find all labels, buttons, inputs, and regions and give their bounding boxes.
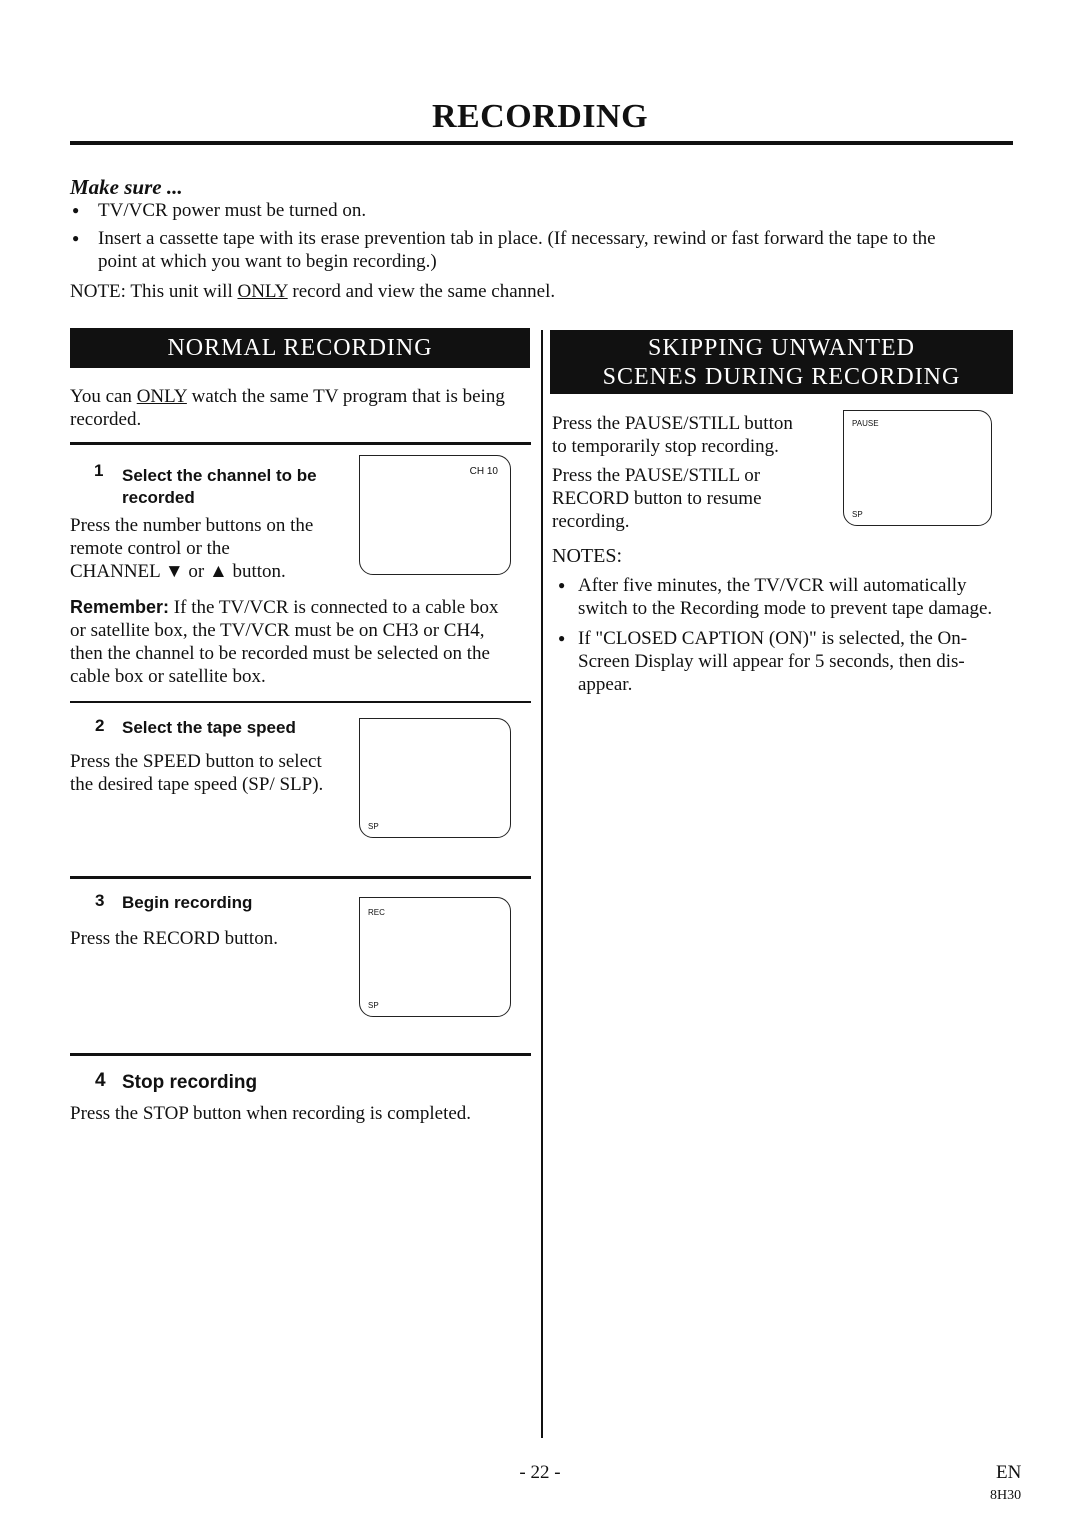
section-rule — [70, 701, 531, 703]
bullet-icon: ● — [558, 631, 566, 645]
osd-speed: SP — [368, 1001, 379, 1010]
step-1-body: remote control or the — [70, 538, 230, 559]
note-text: If "CLOSED CAPTION (ON)" is selected, the On- — [578, 628, 968, 649]
remember-note — [70, 596, 498, 619]
intro-bullet-text-cont: point at which you want to begin recording.) — [98, 251, 437, 272]
step-4-title: Stop recording — [122, 1072, 258, 1093]
intro-suffix: watch the same TV program that is being — [186, 386, 505, 407]
intro-bullet — [72, 227, 1032, 273]
osd-speed: SP — [852, 510, 863, 519]
note-text: switch to the Recording mode to prevent tape damage. — [578, 598, 993, 619]
step-1-body: CHANNEL ▼ or ▲ button. — [70, 561, 286, 582]
step-2-number: 2 — [95, 716, 105, 735]
tv-screen-ch10 — [359, 455, 511, 575]
bullet-icon: ● — [72, 231, 80, 245]
step-3-title: Begin recording — [122, 893, 253, 912]
note-text: appear. — [578, 674, 633, 695]
osd-pause: PAUSE — [852, 419, 879, 428]
step-3-body: Press the RECORD button. — [70, 928, 278, 949]
step-4-number: 4 — [95, 1070, 106, 1091]
intro-bullet — [72, 199, 1012, 222]
notes-heading: NOTES: — [552, 545, 622, 567]
language-code: EN — [996, 1462, 1022, 1483]
remember-line: If the TV/VCR is connected to a cable box — [169, 597, 499, 618]
note-text: After five minutes, the TV/VCR will automatically — [578, 575, 967, 596]
bullet-icon: ● — [72, 203, 80, 217]
page-number: - 22 - — [519, 1462, 561, 1483]
step-1-number: 1 — [94, 461, 104, 480]
osd-channel: CH 10 — [469, 466, 498, 477]
intro-prefix: You can — [70, 386, 137, 407]
note-text: Screen Display will appear for 5 seconds, then dis- — [578, 651, 965, 672]
osd-rec: REC — [368, 908, 385, 917]
model-code: 8H30 — [990, 1488, 1022, 1503]
intro-note-only: ONLY — [237, 281, 288, 302]
note-item — [558, 627, 1018, 696]
make-sure-heading: Make sure ... — [70, 175, 183, 199]
section-rule — [70, 876, 531, 879]
tv-screen-speed — [359, 718, 511, 838]
bullet-icon: ● — [558, 578, 566, 592]
tv-screen-pause — [843, 410, 992, 526]
pause-body: RECORD button to resume — [552, 488, 762, 509]
section-rule — [70, 1053, 531, 1056]
intro-note-suffix: record and view the same channel. — [287, 281, 556, 302]
intro-only: ONLY — [136, 386, 187, 407]
intro-bullet-text: Insert a cassette tape with its erase prevention tab in place. (If necessary, rewind or fast forward the tape to the — [98, 228, 936, 249]
remember-line: cable box or satellite box. — [70, 666, 266, 687]
intro-bullet-text: TV/VCR power must be turned on. — [98, 200, 367, 221]
step-1-title: Select the channel to be — [122, 466, 317, 485]
step-2-title: Select the tape speed — [122, 718, 296, 737]
pause-body: Press the PAUSE/STILL or — [552, 465, 761, 486]
remember-line: then the channel to be recorded must be selected on the — [70, 643, 490, 664]
step-1-body: Press the number buttons on the — [70, 515, 314, 536]
tv-screen-rec — [359, 897, 511, 1017]
note-item — [558, 574, 1018, 620]
pause-body: Press the PAUSE/STILL button — [552, 413, 793, 434]
osd-speed: SP — [368, 822, 379, 831]
pause-body: to temporarily stop recording. — [552, 436, 779, 457]
skipping-banner-line: SKIPPING UNWANTED — [648, 335, 915, 361]
step-3-number: 3 — [95, 891, 105, 910]
remember-line: or satellite box, the TV/VCR must be on CH3 or CH4, — [70, 620, 485, 641]
title-rule — [70, 141, 1013, 145]
page-title: RECORDING — [431, 98, 649, 135]
normal-recording-banner: NORMAL RECORDING — [70, 328, 530, 368]
step-1-title-cont: recorded — [122, 488, 195, 507]
column-divider — [541, 330, 543, 1438]
intro-note-prefix: NOTE: This unit will — [70, 281, 238, 302]
step-4-body: Press the STOP button when recording is completed. — [70, 1103, 472, 1124]
normal-recording-intro-cont: recorded. — [70, 409, 142, 430]
skipping-banner — [550, 330, 1013, 394]
section-rule — [70, 442, 531, 445]
normal-recording-intro — [70, 385, 540, 408]
step-2-body: the desired tape speed (SP/ SLP). — [70, 774, 324, 795]
step-2-body: Press the SPEED button to select — [70, 751, 322, 772]
pause-body: recording. — [552, 511, 630, 532]
skipping-banner-line: SCENES DURING RECORDING — [602, 364, 961, 390]
intro-note — [70, 280, 555, 303]
remember-label: Remember: — [70, 597, 170, 617]
